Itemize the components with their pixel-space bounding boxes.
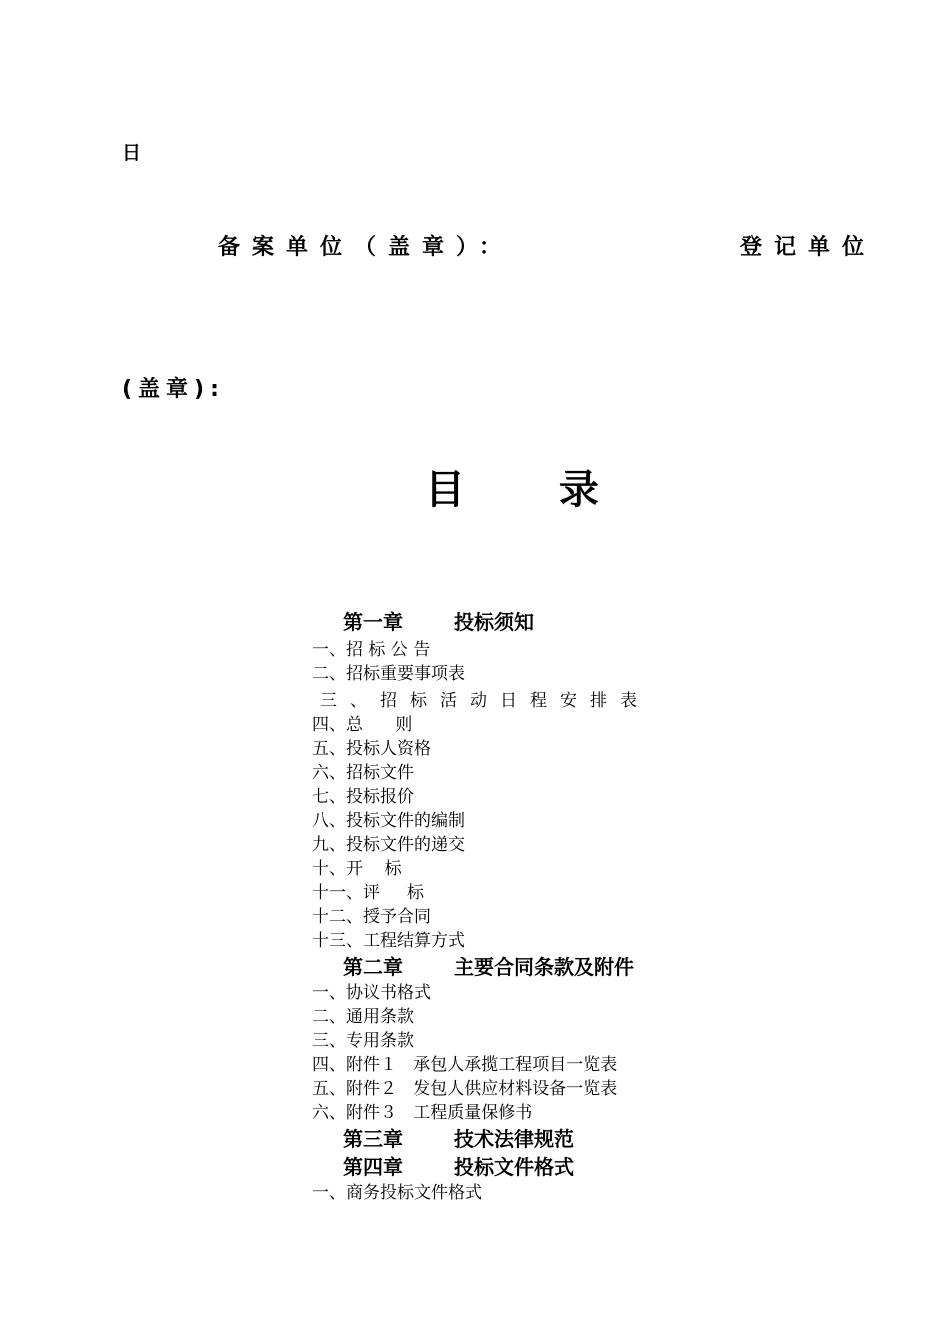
chapter-title: 主要合同条款及附件 [454,955,634,979]
toc-item[interactable]: 十二、授予合同 [312,907,431,927]
toc-item[interactable]: 五、投标人资格 [312,739,431,759]
toc-item[interactable]: 六、附件３ 工程质量保修书 [312,1103,533,1123]
chapter-number: 第三章 [343,1127,403,1151]
toc-item[interactable]: 一、商务投标文件格式 [312,1183,482,1203]
toc-item[interactable]: 二、通用条款 [312,1007,414,1027]
toc-item[interactable]: 三、招标活动日程安排表 [320,691,650,711]
toc-item[interactable]: 四、附件１ 承包人承揽工程项目一览表 [312,1055,618,1075]
toc-item[interactable]: 九、投标文件的递交 [312,835,465,855]
toc-item[interactable]: 十三、工程结算方式 [312,931,465,951]
chapter-number: 第一章 [343,610,403,634]
toc-item[interactable]: 三、专用条款 [312,1031,414,1051]
toc-title: 目 录 [425,467,639,513]
register-unit-label: 登记单位 [740,235,877,260]
chapter-title: 投标须知 [454,610,534,634]
chapter-number: 第二章 [343,955,403,979]
toc-item[interactable]: 十一、评 标 [312,883,425,903]
chapter-1-heading[interactable] [312,606,732,638]
day-label: 日 [122,142,142,164]
toc-item[interactable]: 七、投标报价 [312,787,414,807]
toc-item[interactable]: 十、开 标 [312,859,402,879]
chapter-title: 投标文件格式 [454,1155,574,1179]
chapter-3-heading[interactable] [312,1125,732,1153]
toc-item[interactable]: 四、总 则 [312,715,413,735]
toc-item[interactable]: 一、协议书格式 [312,983,431,1003]
seal-label: (盖章): [122,377,225,402]
chapter-title: 技术法律规范 [454,1127,574,1151]
filing-unit-label: 备案单位（盖章）： [218,235,514,260]
toc-item[interactable]: 一、招 标 公 告 [312,640,431,660]
toc-item[interactable]: 五、附件２ 发包人供应材料设备一览表 [312,1079,618,1099]
chapter-number: 第四章 [343,1155,403,1179]
toc-item[interactable]: 二、招标重要事项表 [312,664,465,684]
chapter-4-heading[interactable] [312,1153,732,1181]
table-of-contents [312,606,732,1205]
toc-item[interactable]: 八、投标文件的编制 [312,811,465,831]
chapter-2-heading[interactable] [312,953,732,981]
toc-item[interactable]: 六、招标文件 [312,763,414,783]
